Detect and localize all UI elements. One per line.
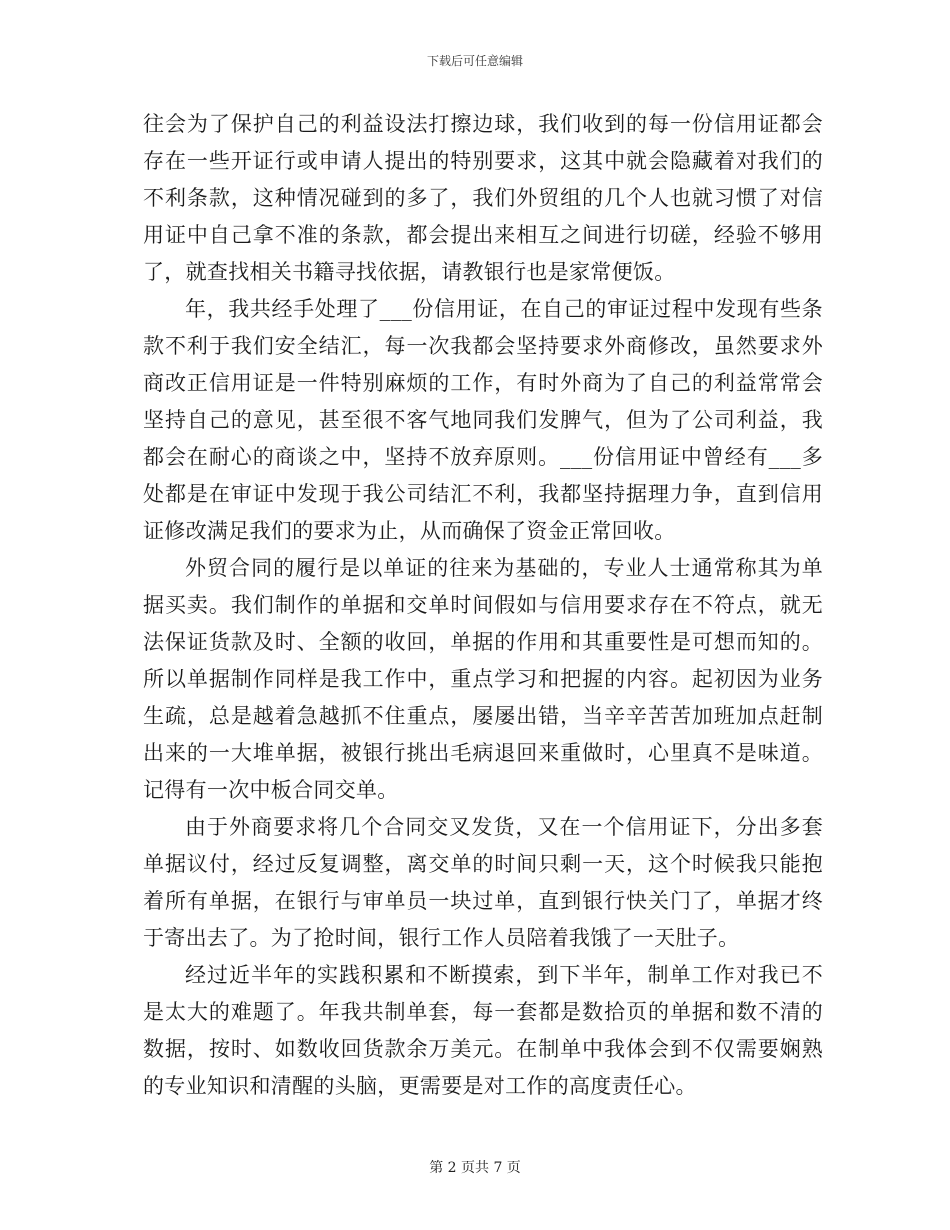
paragraph-1: 往会为了保护自己的利益设法打擦边球，我们收到的每一份信用证都会存在一些开证行或申请人提出的特别要求，这其中就会隐藏着对我们的不利条款，这种情况碰到的多了，我们外贸组的几个人也就习惯了对信用证中自己拿不准的条款，都会提出来相互之间进行切磋，经验不够用了，就查找相关书籍寻找依据，请教银行也是家常便饭。: [143, 112, 823, 284]
paragraph-4: 由于外商要求将几个合同交叉发货，又在一个信用证下，分出多套单据议付，经过反复调整，离交单的时间只剩一天，这个时候我只能抱着所有单据，在银行与审单员一块过单，直到银行快关门了，单据才终于寄出去了。为了抢时间，银行工作人员陪着我饿了一天肚子。: [143, 815, 823, 950]
page-header: 下载后可任意编辑: [426, 54, 523, 68]
paragraph-3: 外贸合同的履行是以单证的往来为基础的，专业人士通常称其为单据买卖。我们制作的单据和交单时间假如与信用要求存在不符点，就无法保证货款及时、全额的收回，单据的作用和其重要性是可想而知的。所以单据制作同样是我工作中，重点学习和把握的内容。起初因为业务生疏，总是越着急越抓不住重点，屡屡出错，当辛辛苦苦加班加点赶制出来的一大堆单据，被银行挑出毛病退回来重做时，心里真不是味道。记得有一次中板合同交单。: [143, 556, 823, 802]
paragraph-5: 经过近半年的实践积累和不断摸索，到下半年，制单工作对我已不是太大的难题了。年我共制单套，每一套都是数拾页的单据和数不清的数据，按时、如数收回货款余万美元。在制单中我体会到不仅需要娴熟的专业知识和清醒的头脑，更需要是对工作的高度责任心。: [143, 963, 823, 1098]
paragraph-2: 年，我共经手处理了___份信用证，在自己的审证过程中发现有些条款不利于我们安全结汇，每一次我都会坚持要求外商修改，虽然要求外商改正信用证是一件特别麻烦的工作，有时外商为了自己的利益常常会坚持自己的意见，甚至很不客气地同我们发脾气，但为了公司利益，我都会在耐心的商谈之中，坚持不放弃原则。___份信用证中曾经有___多处都是在审证中发现于我公司结汇不利，我都坚持据理力争，直到信用证修改满足我们的要求为止，从而确保了资金正常回收。: [143, 297, 823, 543]
document-body: [143, 106, 823, 1105]
page-footer: 第 2 页共 7 页: [429, 1160, 521, 1176]
